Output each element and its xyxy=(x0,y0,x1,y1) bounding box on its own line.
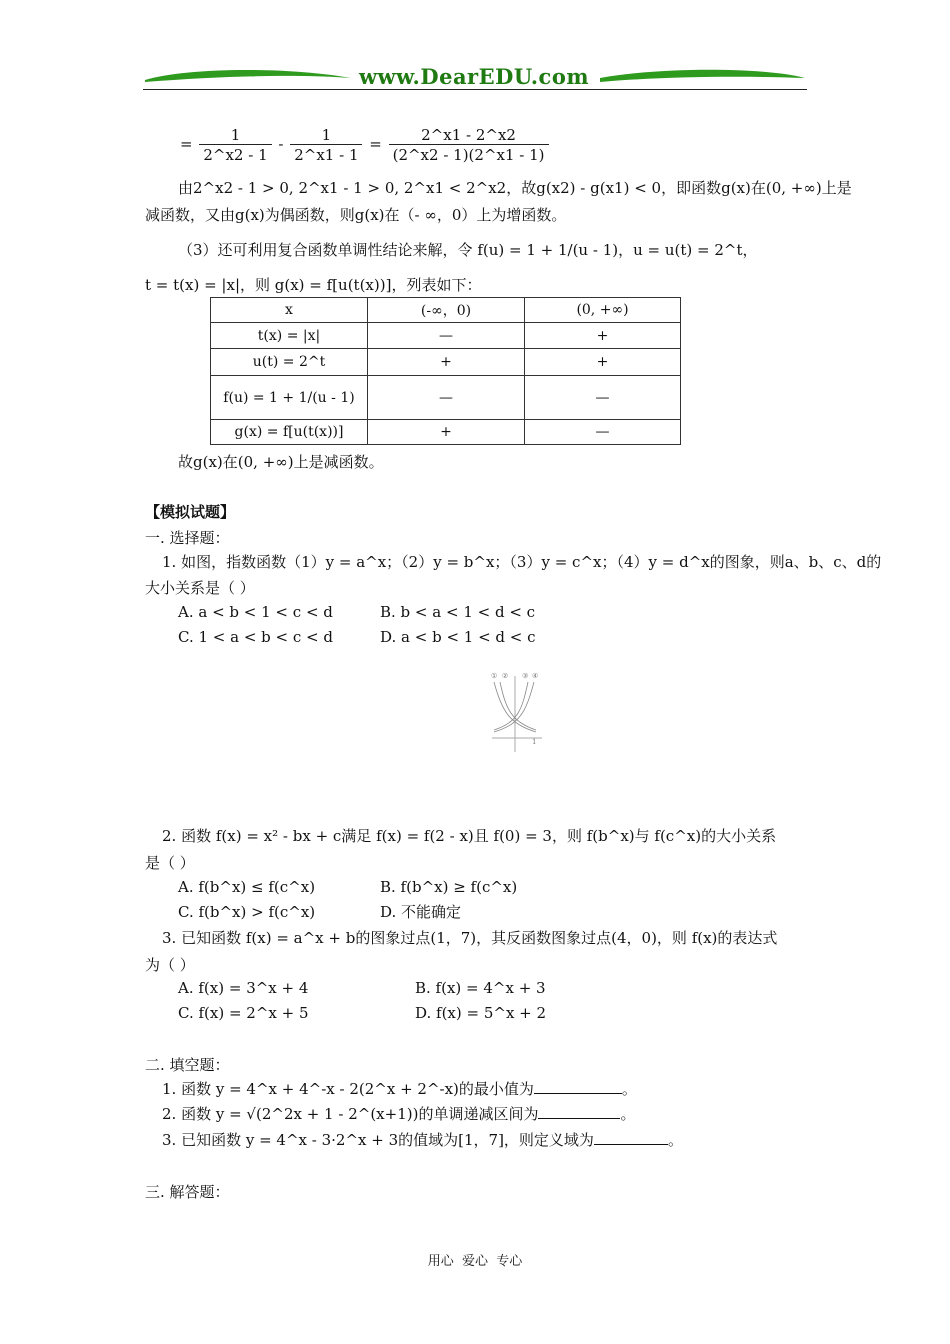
header-banner xyxy=(143,62,807,92)
fill-q3-period: 。 xyxy=(667,1131,683,1149)
table-cell: — xyxy=(525,420,681,445)
q3-option-b[interactable]: B. f(x) = 4^x + 3 xyxy=(415,979,546,997)
table-row xyxy=(211,420,681,445)
proof-line-5: t = t(x) = |x|，则 g(x) = f[u(t(x))]，列表如下： xyxy=(145,276,482,294)
monotonicity-table xyxy=(210,297,681,445)
q1-option-c[interactable]: C. 1 < a < b < c < d xyxy=(178,628,333,646)
proof-line-4: （3）还可利用复合函数单调性结论来解，令 f(u) = 1 + 1/(u - 1)，u = u(t) = 2^t， xyxy=(178,241,758,259)
table-row xyxy=(211,376,681,420)
table-header-cell: x xyxy=(211,298,368,323)
q2-option-d[interactable]: D. 不能确定 xyxy=(380,903,462,921)
table-cell: + xyxy=(525,323,681,349)
q2-stem-line2: 是（ ） xyxy=(145,854,195,872)
fill-q3 xyxy=(162,1130,683,1150)
proof-conclusion: 故g(x)在(0, +∞)上是减函数。 xyxy=(178,453,384,471)
fraction-3: $\frac{2\^{}x1 - 2\^{}x2}{(2\^{}x2 - 1)(2\^{}x1 - 1)}$ xyxy=(389,126,549,165)
table-cell-label: u(t) = 2^t xyxy=(211,349,368,376)
fill-q3-text: 3. 已知函数 y = 4^x - 3·2^x + 3的值域为[1，7]，则定义域为 xyxy=(162,1131,594,1149)
table-cell-label: t(x) = |x| xyxy=(211,323,368,349)
fig-label-1: ① xyxy=(491,672,498,680)
table-cell: + xyxy=(368,349,525,376)
site-name[interactable]: www.DearEDU.com xyxy=(358,64,590,89)
table-cell: + xyxy=(525,349,681,376)
equation-line: = $\frac{1}{2\^{}x2 - 1}$ - $\frac{1}{2\^{}x1 - 1}$ = $\frac{2\^{}x1 - 2\^{}x2}{(2\^{}x2 - 1)(2\^{}x1 - 1)}$ xyxy=(180,120,551,168)
q3-stem-line1: 3. 已知函数 f(x) = a^x + b的图象过点(1，7)，其反函数图象过点(4，0)，则 f(x)的表达式 xyxy=(162,929,778,947)
section-title: 【模拟试题】 xyxy=(145,503,236,521)
fill-q2-period: 。 xyxy=(620,1105,636,1123)
fill-q1 xyxy=(162,1079,637,1099)
q3-option-c[interactable]: C. f(x) = 2^x + 5 xyxy=(178,1004,309,1022)
table-header-cell: (0, +∞) xyxy=(525,298,681,323)
q1-stem-line2: 大小关系是（ ） xyxy=(145,579,255,597)
q1-option-b[interactable]: B. b < a < 1 < d < c xyxy=(380,603,536,621)
q3-stem-line2: 为（ ） xyxy=(145,956,195,974)
fig-label-4: ④ xyxy=(532,672,539,680)
table-cell: + xyxy=(368,420,525,445)
fill-q1-text: 1. 函数 y = 4^x + 4^-x - 2(2^x + 2^-x)的最小值为 xyxy=(162,1080,534,1098)
q1-option-d[interactable]: D. a < b < 1 < d < c xyxy=(380,628,536,646)
q1-option-a[interactable]: A. a < b < 1 < c < d xyxy=(178,603,333,621)
part1-title: 一. 选择题： xyxy=(145,529,230,547)
fill-q1-blank[interactable] xyxy=(534,1079,622,1094)
curve-2 xyxy=(500,682,536,730)
q2-option-a[interactable]: A. f(b^x) ≤ f(c^x) xyxy=(178,878,316,896)
table-cell: — xyxy=(368,323,525,349)
table-cell-label: f(u) = 1 + 1/(u - 1) xyxy=(211,376,368,420)
q1-stem-line1: 1. 如图，指数函数（1）y = a^x；（2）y = b^x；（3）y = c^x；（4）y = d^x的图象，则a、b、c、d的 xyxy=(162,553,882,571)
curve-4 xyxy=(494,682,534,732)
fraction-1: $\frac{1}{2\^{}x2 - 1}$ xyxy=(199,126,271,165)
table-header-row xyxy=(211,298,681,323)
proof-line-2: 由2^x2 - 1 > 0, 2^x1 - 1 > 0, 2^x1 < 2^x2，故g(x2) - g(x1) < 0，即函数g(x)在(0, +∞)上是 xyxy=(178,179,852,197)
q3-option-d[interactable]: D. f(x) = 5^x + 2 xyxy=(415,1004,547,1022)
fill-q2 xyxy=(162,1104,635,1124)
fraction-2: $\frac{1}{2\^{}x1 - 1}$ xyxy=(290,126,362,165)
table-cell: — xyxy=(525,376,681,420)
fig-label-x1: 1 xyxy=(532,738,537,746)
proof-line-3: 减函数，又由g(x)为偶函数，则g(x)在（- ∞，0）上为增函数。 xyxy=(145,206,567,224)
fill-q2-blank[interactable] xyxy=(538,1104,620,1119)
header-rule xyxy=(143,89,807,90)
fig-label-3: ③ xyxy=(522,672,529,680)
q3-option-a[interactable]: A. f(x) = 3^x + 4 xyxy=(178,979,309,997)
banner-swoosh-left xyxy=(143,66,353,88)
part3-title: 三. 解答题： xyxy=(145,1183,230,1201)
q2-option-c[interactable]: C. f(b^x) > f(c^x) xyxy=(178,903,316,921)
exponential-graph-figure xyxy=(488,672,544,754)
part2-title: 二. 填空题： xyxy=(145,1056,230,1074)
table-cell-label: g(x) = f[u(t(x))] xyxy=(211,420,368,445)
fill-q1-period: 。 xyxy=(621,1080,637,1098)
curve-3 xyxy=(494,682,528,730)
table-header-cell: (-∞，0) xyxy=(368,298,525,323)
table-row xyxy=(211,323,681,349)
banner-swoosh-right xyxy=(598,66,807,88)
fill-q3-blank[interactable] xyxy=(594,1130,668,1145)
q2-stem-line1: 2. 函数 f(x) = x² - bx + c满足 f(x) = f(2 - x)且 f(0) = 3，则 f(b^x)与 f(c^x)的大小关系 xyxy=(162,827,777,845)
page-footer: 用心 爱心 专心 xyxy=(427,1254,523,1269)
table-cell: — xyxy=(368,376,525,420)
table-row xyxy=(211,349,681,376)
q2-option-b[interactable]: B. f(b^x) ≥ f(c^x) xyxy=(380,878,518,896)
fill-q2-text: 2. 函数 y = √(2^2x + 1 - 2^(x+1))的单调递减区间为 xyxy=(162,1105,539,1123)
fig-label-2: ② xyxy=(502,672,509,680)
